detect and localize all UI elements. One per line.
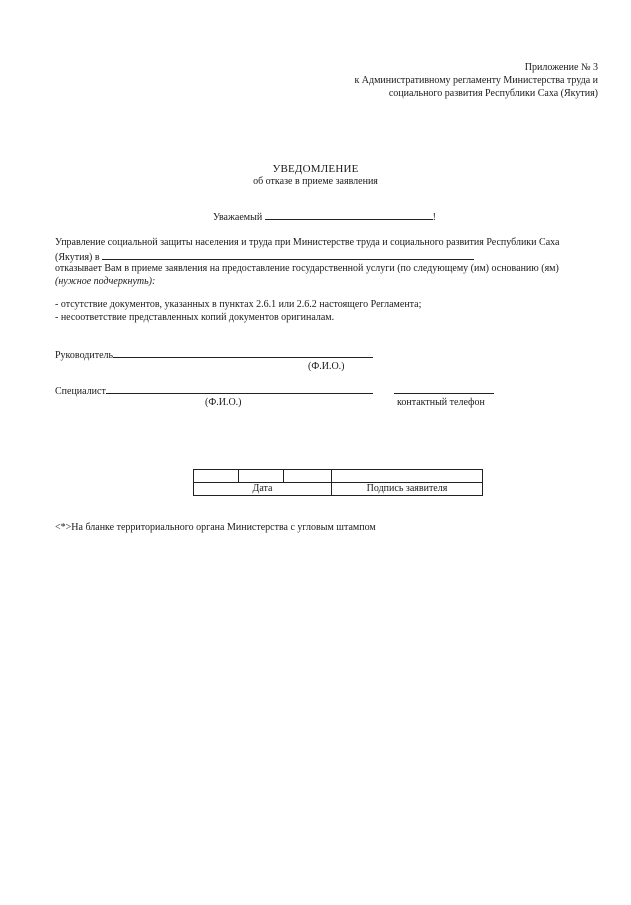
date-label-cell: Дата xyxy=(194,483,332,496)
department-name-line xyxy=(102,250,474,260)
specialist-fio-caption: (Ф.И.О.) xyxy=(205,397,242,408)
body-line-1: Управление социальной защиты населения и труда при Министерстве труда и социального развития Республики Саха xyxy=(55,237,560,248)
specialist-label: Специалист xyxy=(55,386,106,397)
footnote: <*>На бланке территориального органа Министерства с угловым штампом xyxy=(55,522,376,533)
reason-1: - отсутствие документов, указанных в пунктах 2.6.1 или 2.6.2 настоящего Регламента; xyxy=(55,299,422,310)
head-signature-row xyxy=(55,348,373,361)
phone-line xyxy=(394,384,494,394)
signature-label-cell: Подпись заявителя xyxy=(332,483,483,496)
body-line-3: отказывает Вам в приеме заявления на предоставление государственной услуги (по следующему (им) основанию (ям) xyxy=(55,263,559,274)
table-row xyxy=(194,483,483,496)
body-line-2 xyxy=(55,250,474,263)
day-cell xyxy=(194,470,239,483)
appendix-number: Приложение № 3 xyxy=(524,62,598,73)
greeting xyxy=(213,210,436,223)
head-fio-caption: (Ф.И.О.) xyxy=(308,361,345,372)
head-label: Руководитель xyxy=(55,350,114,361)
greeting-suffix: ! xyxy=(432,212,437,223)
greeting-prefix: Уважаемый xyxy=(213,212,263,223)
document-title: УВЕДОМЛЕНИЕ xyxy=(272,163,359,175)
appendix-organization: социального развития Республики Саха (Якутия) xyxy=(388,88,598,99)
applicant-date-signature-table xyxy=(193,469,483,496)
appendix-reference: к Административному регламенту Министерства труда и xyxy=(354,75,598,86)
signature-cell xyxy=(332,470,483,483)
document-subtitle: об отказе в приеме заявления xyxy=(253,176,378,187)
specialist-signature-row xyxy=(55,384,373,397)
reason-2: - несоответствие представленных копий документов оригиналам. xyxy=(55,312,335,323)
month-cell xyxy=(239,470,284,483)
table-row xyxy=(194,470,483,483)
specialist-signature-line xyxy=(106,384,373,394)
recipient-name-line xyxy=(265,210,433,220)
head-signature-line xyxy=(113,348,373,358)
year-cell xyxy=(284,470,332,483)
body-line-2-text: (Якутия) в xyxy=(55,252,100,263)
phone-caption: контактный телефон xyxy=(397,397,485,408)
underline-note: (нужное подчеркнуть): xyxy=(55,276,156,287)
phone-line-wrap xyxy=(394,384,494,397)
